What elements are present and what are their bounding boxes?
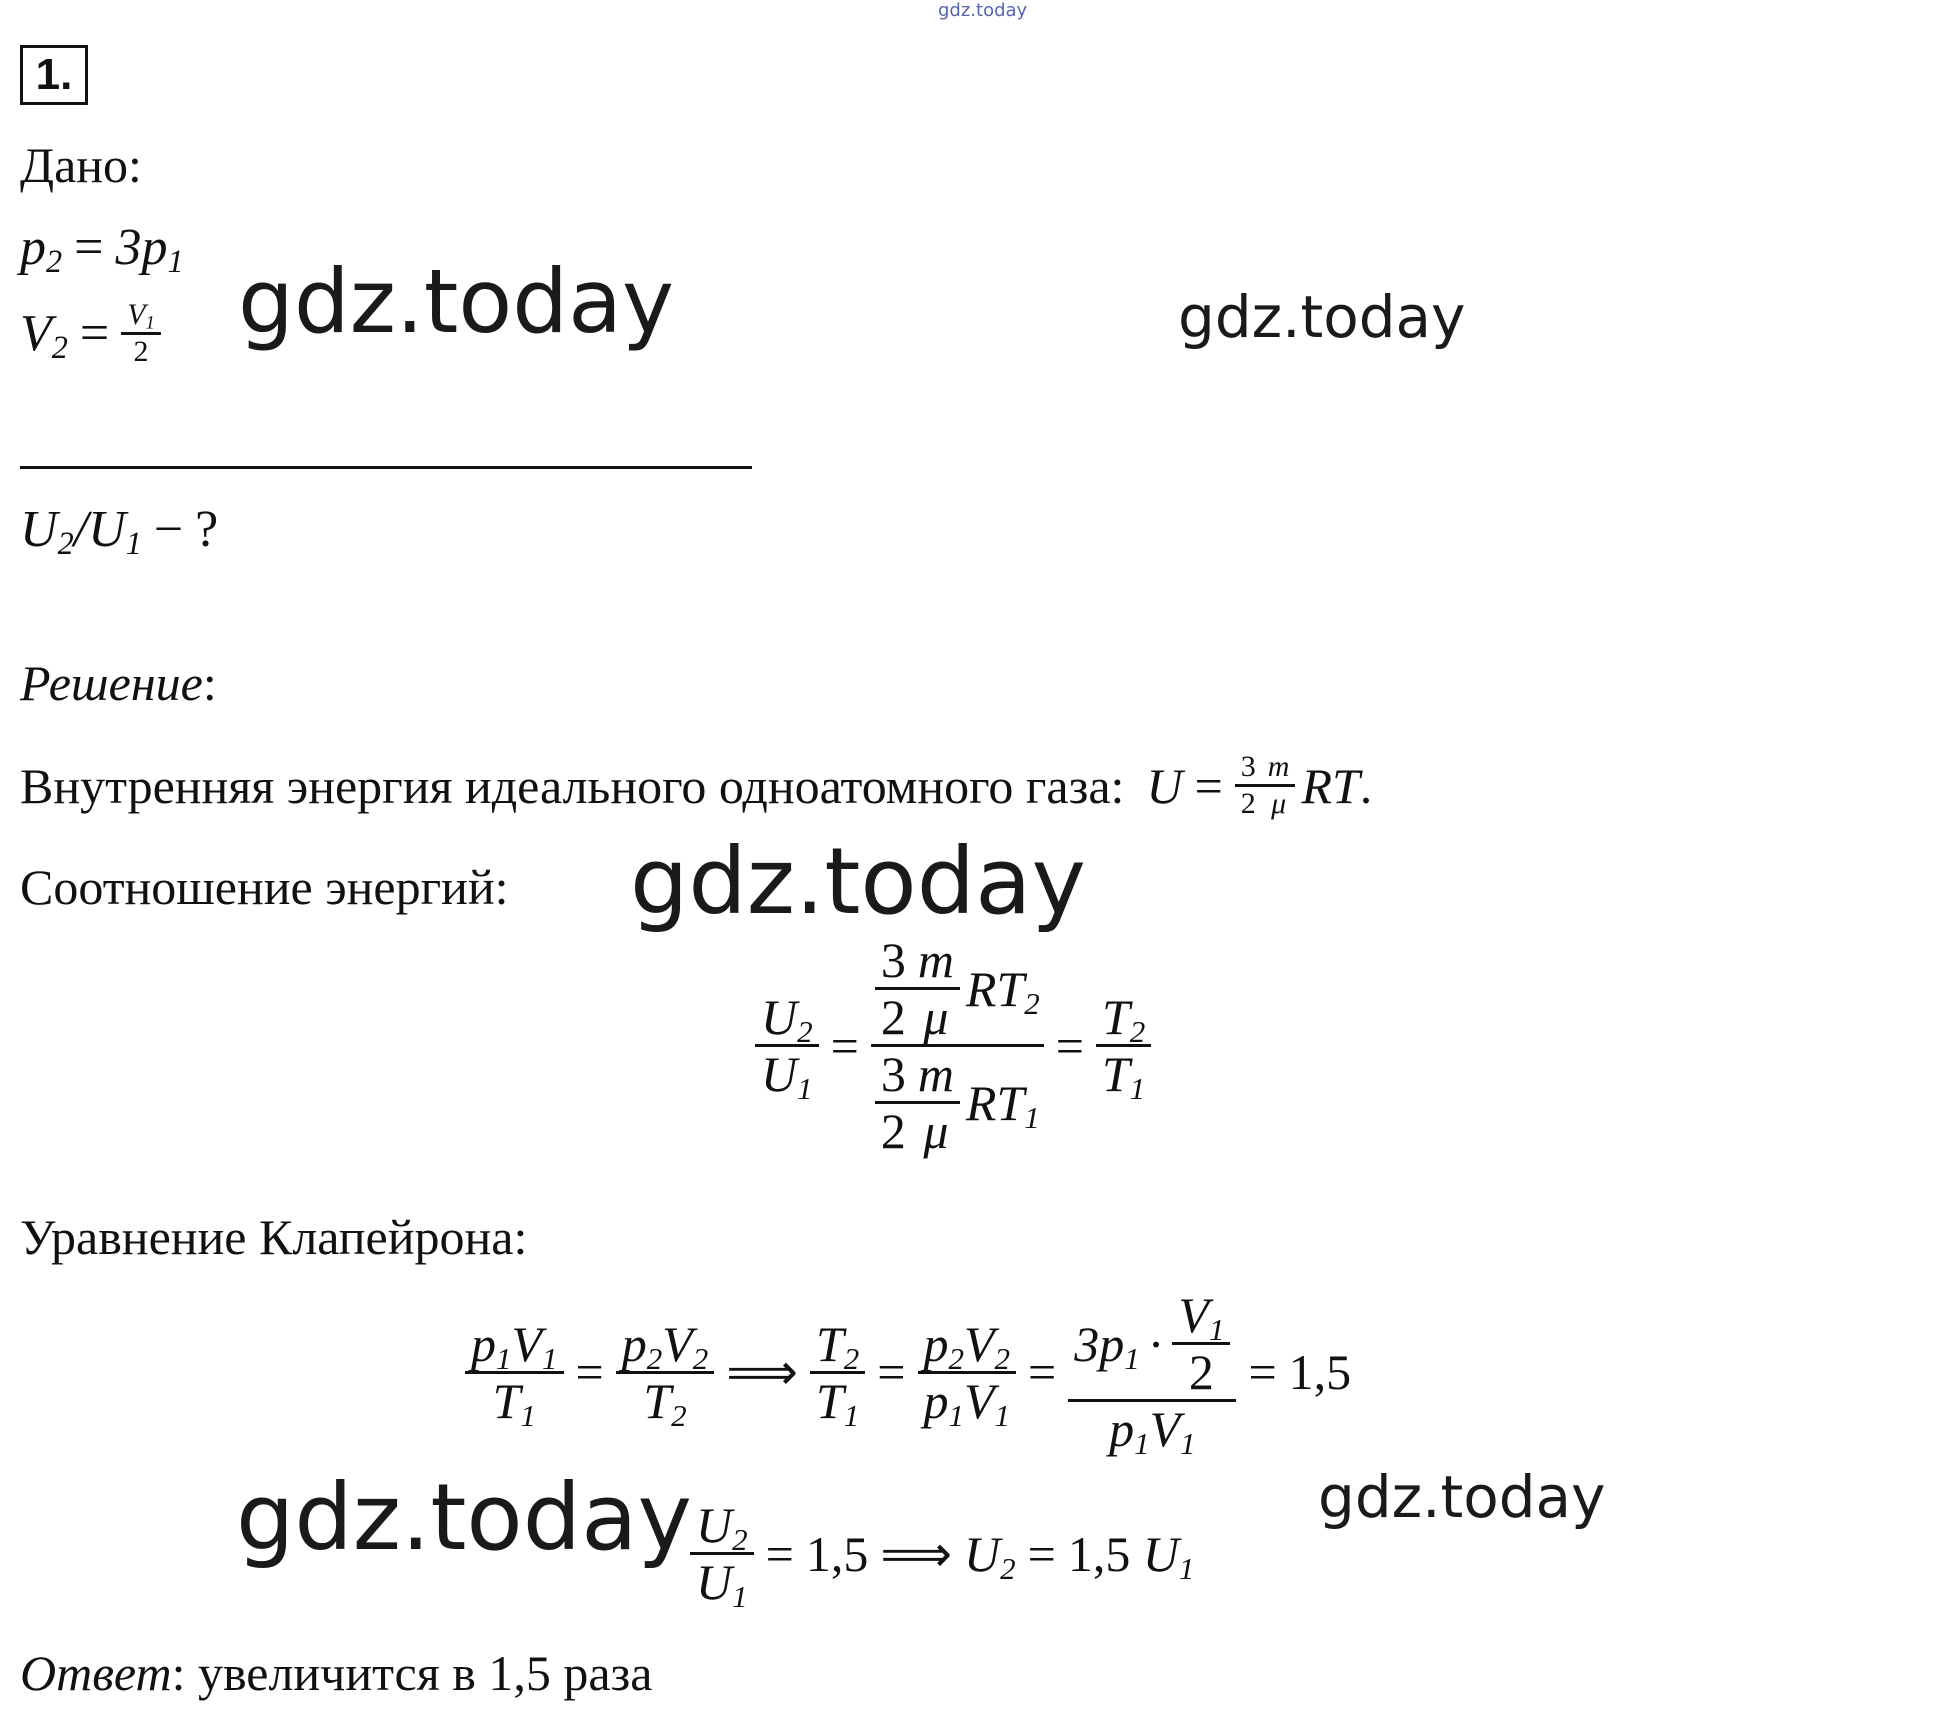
- answer-text: : увеличится в 1,5 раза: [171, 1645, 653, 1701]
- problem-number-text: 1.: [35, 50, 73, 99]
- watermark-large-2: gdz.today: [630, 828, 1086, 935]
- given-label: Дано:: [20, 137, 142, 193]
- watermark-large-3: gdz.today: [236, 1464, 692, 1571]
- final-relation: $\frac{U_2}{U_1}$ = 1,5 ⟹ $U_2$ = 1,5 $U_1$: [690, 1500, 1194, 1607]
- watermark-medium-2: gdz.today: [1318, 1463, 1606, 1531]
- solution-label: [20, 655, 217, 711]
- clapeyron-result: 1,5: [1288, 1344, 1352, 1400]
- given-divider: [20, 466, 752, 469]
- energy-statement: Внутренняя энергия идеального одноатомного газа: U = $\frac{3}{2}$ $\frac{m}{\mu}$ RT .: [20, 750, 1373, 820]
- energy-text: Внутренняя энергия идеального одноатомного газа:: [20, 757, 1125, 814]
- solution-label-colon: :: [202, 655, 217, 711]
- clapeyron-formula: $\frac{p_1V_1}{T_1}$ = $\frac{p_2V_2}{T_2}$ ⟹ $\frac{T_2}{T_1}$ = $\frac{p_2V_2}{p_1V_1}$ = $3p_1$ · $\frac{V_1}{2}$ $p_1V_1$ = 1,5: [465, 1290, 1351, 1454]
- given-pressure: $p_2$ = $3p_1$: [20, 219, 184, 280]
- watermark-top: gdz.today: [938, 0, 1028, 21]
- problem-number: [20, 45, 88, 105]
- solution-label-word: Решение: [20, 655, 203, 711]
- watermark-medium-1: gdz.today: [1178, 283, 1466, 351]
- ratio-formula: $\frac{U_2}{U_1}$ = $\frac{3}{2}$ $\frac{m}{\mu}$ $RT_2$ $\frac{3}{2}$ $\frac{m}{\mu}$ $RT_1$ = $\frac{T_2}{T_1}$: [755, 935, 1151, 1156]
- given-volume: $V_2$ = $\frac{V_1}{2}$: [20, 300, 161, 367]
- answer-label: Ответ: [20, 1645, 172, 1701]
- clapeyron-label: Уравнение Клапейрона:: [20, 1209, 528, 1265]
- answer-line: [20, 1645, 653, 1701]
- watermark-large-1: gdz.today: [238, 250, 675, 353]
- find-quantity: $U_2/U_1$ − ?: [20, 501, 219, 562]
- ratio-label: Соотношение энергий:: [20, 859, 509, 915]
